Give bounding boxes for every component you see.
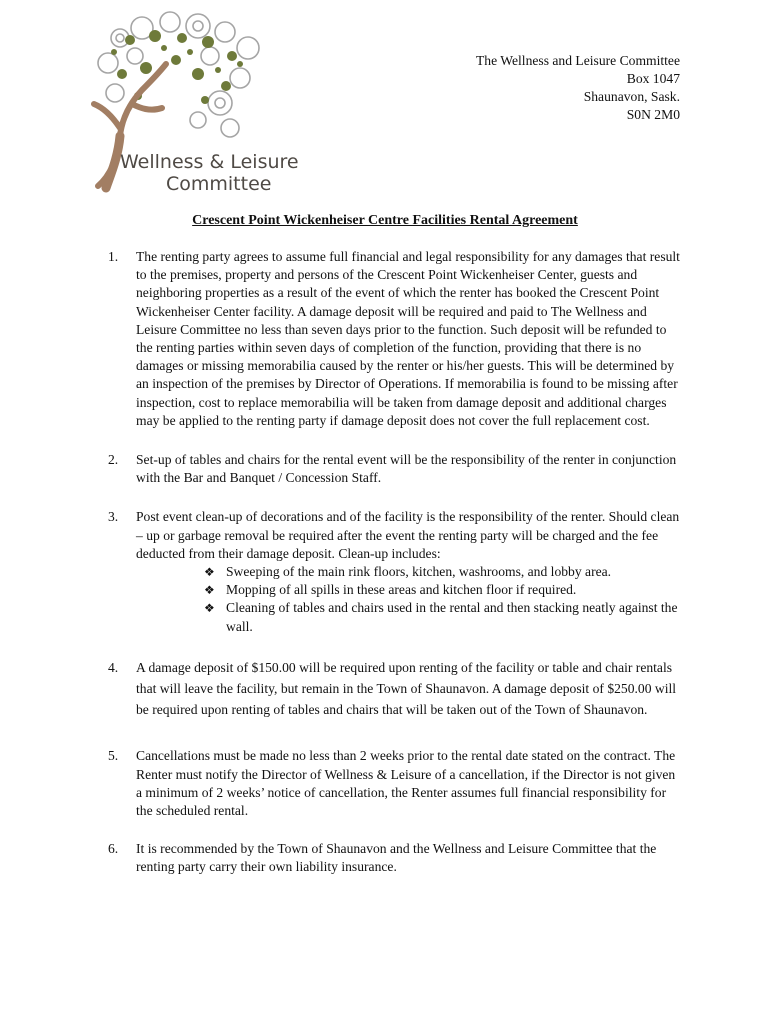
address-line-1: The Wellness and Leisure Committee (475, 53, 680, 68)
cleanup-item (204, 599, 683, 635)
cleanup-list (136, 563, 683, 636)
clause-6 (108, 840, 683, 876)
agreement-clauses (108, 248, 683, 877)
diamond-bullet-icon: ❖ (204, 601, 215, 616)
clause-text: The renting party agrees to assume full financial and legal responsibility for any damages that result to the premises, property and persons of the Crescent Point Wickenheiser Center, guests and neighboring properties as a result of the event of which the renter has booked the Crescent Point Wickenheiser Center facility. A damage deposit will be required and paid to The Wellness and Leisure Committee no less than seven days prior to the function. Such deposit will be refunded to the renting parties within seven days of completion of the function, providing that there is no damages or missing memorabilia caused by the renter or his/her guests. This will be determined by an inspection of the premises by Director of Operations. If memorabilia is found to be missing after inspection, cost to replace memorabilia will be taken from damage deposit and additional charges may be applied to the renting party if damage deposit does not cover the full replacement cost. (136, 249, 680, 428)
diamond-bullet-icon: ❖ (204, 583, 215, 598)
cleanup-item (204, 581, 683, 599)
clause-5 (108, 747, 683, 820)
clause-text: Cancellations must be made no less than 2 weeks prior to the rental date stated on the contract. The Renter must notify the Director of Wellness & Leisure of a cancellation, if the Director is not given a minimum of 2 weeks’ notice of cancellation, the Renter assumes full financial responsibility for the scheduled rental. (136, 748, 676, 819)
clause-number: 5. (108, 748, 119, 764)
clause-text: Post event clean-up of decorations and of the facility is the responsibility of the renter. Should clean – up or garbage removal be required after the event the renting party will be charged and the fee deducted from their damage deposit. Clean-up includes: (136, 509, 680, 561)
clause-text: A damage deposit of $150.00 will be required upon renting of the facility or table and chair rentals that will leave the facility, but remain in the Town of Shaunavon. A damage deposit of $250.00 will be required upon renting of tables and chairs that will be taken out of the Town of Shaunavon. (136, 659, 677, 718)
clause-number: 1. (108, 249, 119, 264)
logo-line-1: Wellness & Leisure (120, 151, 299, 173)
cleanup-item (204, 563, 683, 581)
clause-number: 6. (108, 841, 119, 857)
cleanup-item-text: Cleaning of tables and chairs used in the rental and then stacking neatly against the wall. (226, 600, 678, 634)
return-address (476, 52, 680, 124)
diamond-bullet-icon: ❖ (204, 565, 215, 580)
clause-text: Set-up of tables and chairs for the rental event will be the responsibility of the renter in conjunction with the Bar and Banquet / Concession Staff. (136, 452, 677, 486)
address-line-4: S0N 2M0 (626, 107, 680, 122)
clause-3 (108, 508, 683, 635)
cleanup-item-text: Mopping of all spills in these areas and kitchen floor if required. (226, 582, 577, 598)
clause-text: It is recommended by the Town of Shaunavon and the Wellness and Leisure Committee that the renting party carry their own liability insurance. (136, 841, 657, 875)
document-title: Crescent Point Wickenheiser Centre Facilities Rental Agreement (192, 213, 578, 228)
address-line-3: Shaunavon, Sask. (583, 89, 680, 104)
clause-number: 3. (108, 509, 119, 525)
cleanup-item-text: Sweeping of the main rink floors, kitchen, washrooms, and lobby area. (226, 564, 612, 580)
wellness-leisure-logo (80, 8, 310, 193)
address-line-2: Box 1047 (626, 71, 680, 86)
clause-number: 4. (108, 659, 119, 675)
clause-4 (108, 657, 683, 721)
clause-number: 2. (108, 452, 119, 468)
logo-line-2: Committee (166, 173, 272, 193)
clause-2 (108, 451, 683, 487)
clause-1 (108, 248, 683, 430)
